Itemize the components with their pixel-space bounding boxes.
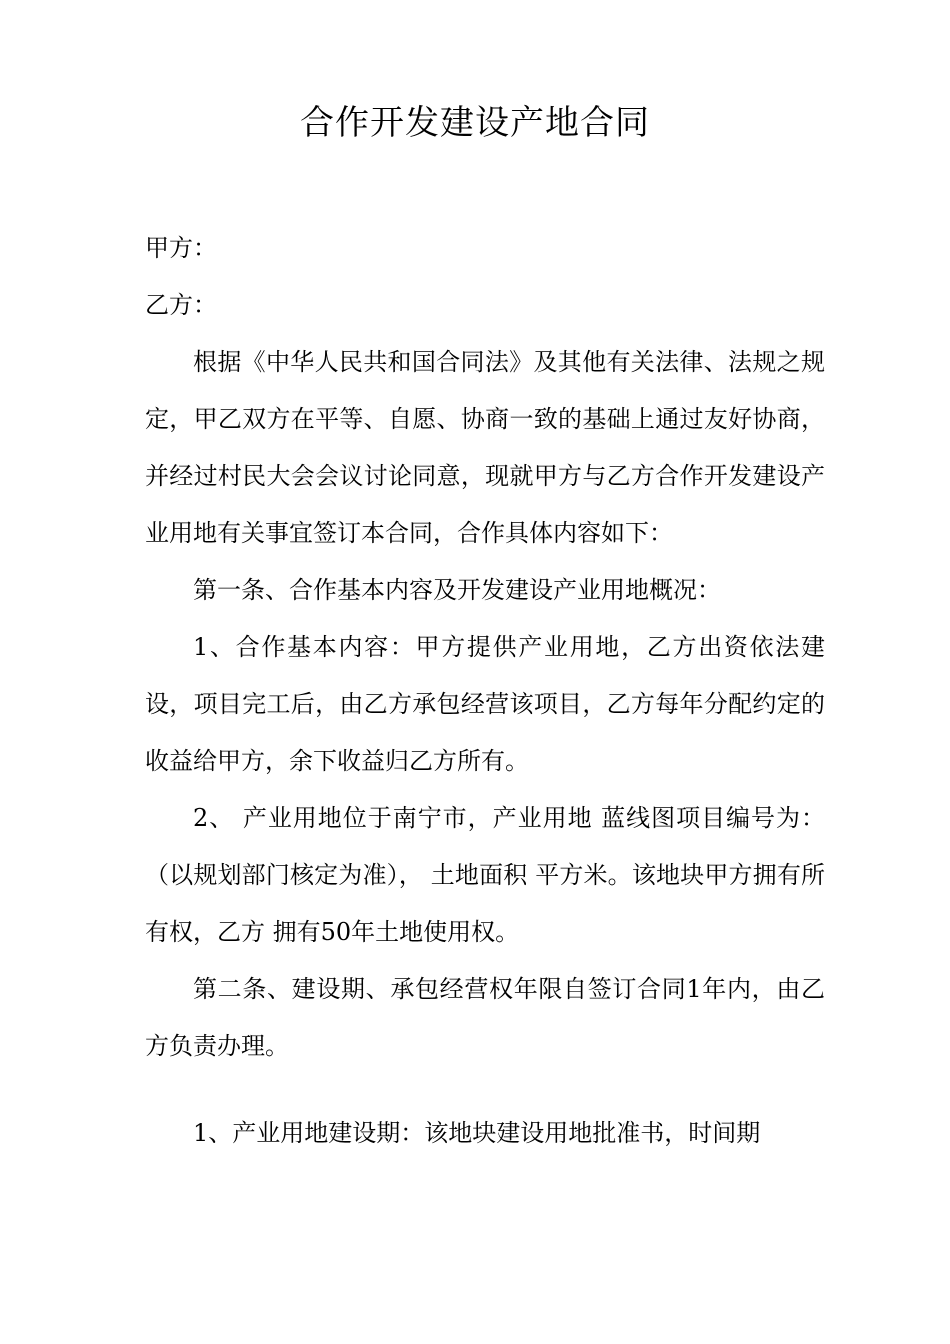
party-a-line: 甲方：: [145, 234, 217, 262]
article-1-item-1: 1、合作基本内容：甲方提供产业用地，乙方出资依法建设，项目完工后，由乙方承包经营该项目，乙方每年分配约定的收益给甲方，余下收益归乙方所有。: [145, 633, 825, 775]
article-1-item-2: 2、 产业用地位于南宁市，产业用地 蓝线图项目编号为： （以规划部门核定为准）， 土地面积 平方米。该地块甲方拥有所有权，乙方 拥有50年土地使用权。: [145, 804, 825, 946]
preamble-paragraph: 根据《中华人民共和国合同法》及其他有关法律、法规之规定，甲乙双方在平等、自愿、协商一致的基础上通过友好协商，并经过村民大会会议讨论同意，现就甲方与乙方合作开发建设产业用地有关事宜签订本合同，合作具体内容如下：: [145, 348, 825, 547]
article-2-item-1: 1、产业用地建设期：该地块建设用地批准书，时间期: [193, 1119, 761, 1147]
document-body: [145, 220, 825, 1162]
article-2-heading: 第二条、建设期、承包经营权年限自签订合同1年内，由乙方负责办理。: [145, 975, 825, 1060]
party-b-line: 乙方：: [145, 291, 217, 319]
article-1-heading: 第一条、合作基本内容及开发建设产业用地概况：: [193, 576, 721, 604]
document-title: 合作开发建设产地合同: [300, 103, 650, 143]
